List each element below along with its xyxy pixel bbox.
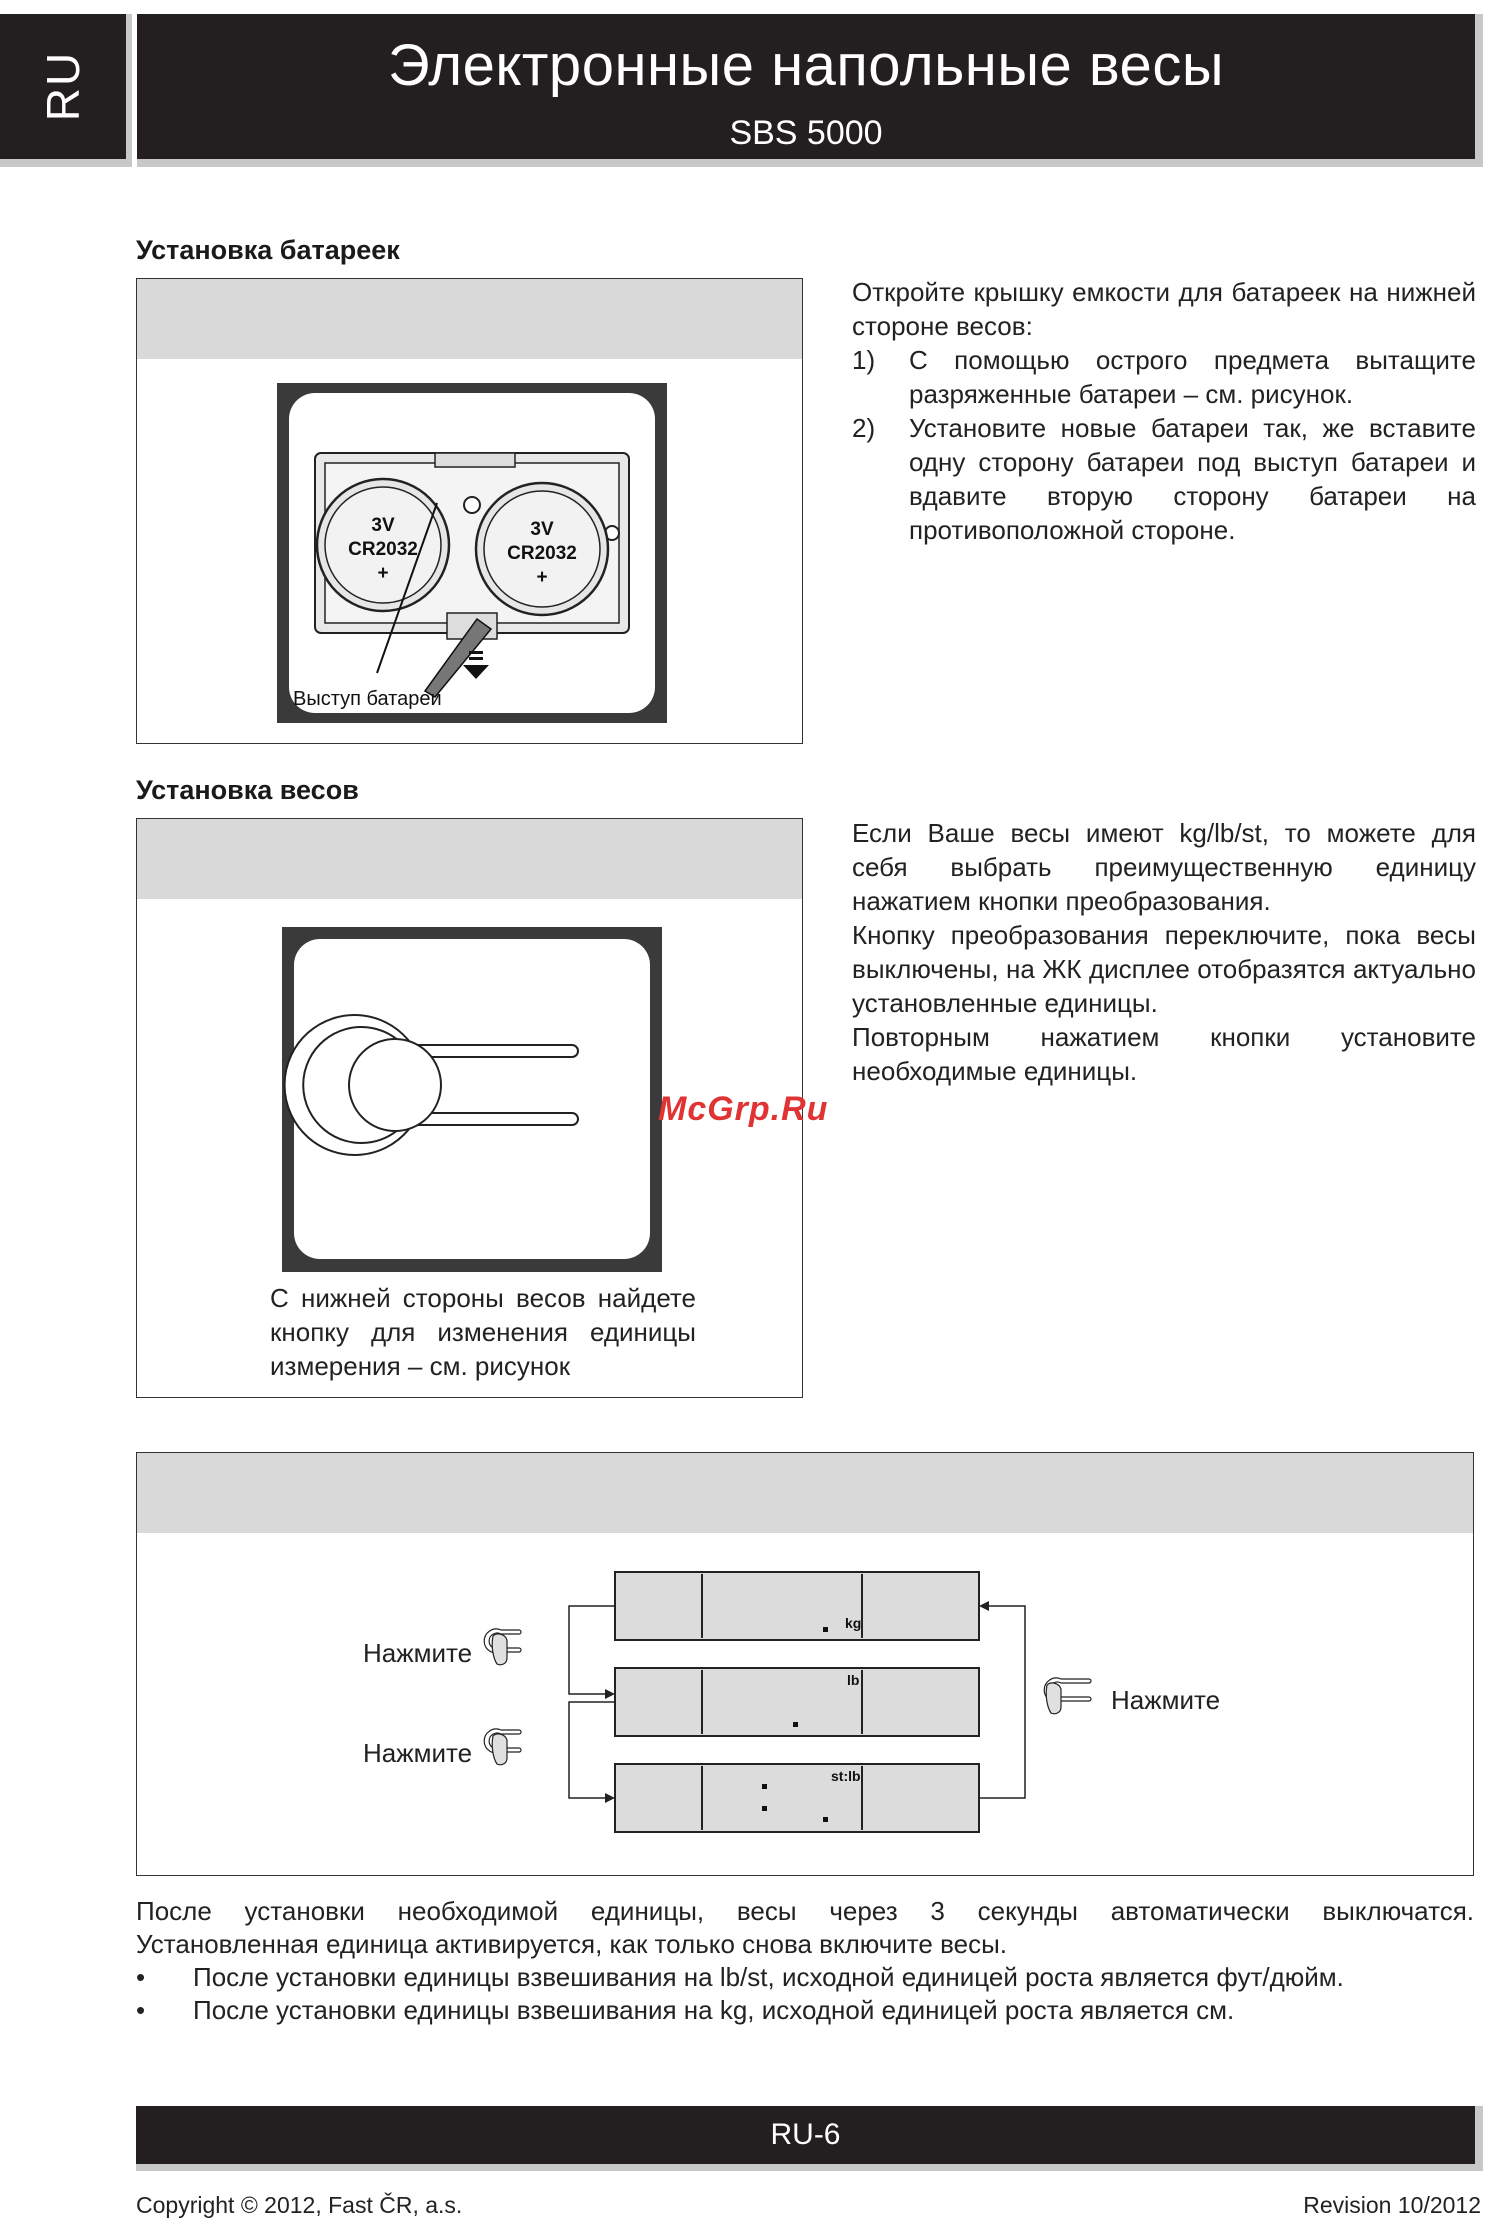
battery-left-type: CR2032 xyxy=(348,539,418,560)
battery-compartment-figure xyxy=(277,383,667,723)
scale-paragraph: Если Ваше весы имеют kg/lb/st, то можете для себя выбрать преимущественную единицу нажатием кнопки преобразования. xyxy=(852,818,1476,916)
press-button-icon xyxy=(1044,1678,1091,1714)
battery-step xyxy=(852,343,1476,411)
step-text: С помощью острого предмета вытащите разряженные батареи – см. рисунок. xyxy=(909,345,1476,409)
revision: Revision 10/2012 xyxy=(1303,2192,1481,2218)
display-unit-kg: kg xyxy=(845,1615,862,1631)
model-name: SBS 5000 xyxy=(729,114,883,152)
bullet-symbol: • xyxy=(136,1962,146,1992)
display-unit-stlb: st:lb xyxy=(831,1768,861,1784)
language-tab xyxy=(0,14,126,159)
step-number: 1) xyxy=(852,345,876,375)
battery-step xyxy=(852,411,1476,547)
press-button-icon xyxy=(484,1729,521,1765)
lcd-display-kg xyxy=(615,1572,979,1640)
bottom-notes xyxy=(136,1895,1474,2027)
watermark: McGrp.Ru xyxy=(658,1090,829,1128)
language-tab-shadow xyxy=(0,159,126,167)
step-text: Установите новые батареи так, же вставите одну сторону батареи под выступ батареи и вдавите вторую сторону батареи на противоположной стороне. xyxy=(909,413,1476,545)
title-bar-shadow xyxy=(137,159,1483,167)
language-code: RU xyxy=(37,50,89,122)
bullet-text: После установки единицы взвешивания на kg, исходной единицей роста является см. xyxy=(193,1995,1235,2025)
panel-band xyxy=(137,819,802,899)
scale-paragraph: Кнопку преобразования переключите, пока весы выключены, на ЖК дисплее отобразятся актуально установленные единицы. xyxy=(852,920,1476,1018)
bullet-text: После установки единицы взвешивания на lb/st, исходной единицей роста является фут/дюйм. xyxy=(193,1962,1344,1992)
press-button-icon xyxy=(484,1629,521,1665)
footer-bar xyxy=(136,2106,1475,2164)
lcd-display-stlb xyxy=(615,1764,979,1832)
page-number: RU-6 xyxy=(770,2118,841,2151)
battery-right-sign: + xyxy=(536,567,548,588)
unit-button-figure xyxy=(282,927,662,1272)
title-bar-shadow-right xyxy=(1475,14,1483,167)
battery-right-type: CR2032 xyxy=(507,543,577,564)
battery-intro: Откройте крышку емкости для батареек на нижней стороне весов: xyxy=(852,277,1476,341)
auto-off-note: После установки необходимой единицы, весы через 3 секунды автоматически выключатся. xyxy=(136,1896,1474,1926)
language-tab-shadow-right xyxy=(126,14,132,167)
battery-figure-panel xyxy=(136,278,803,744)
battery-tab-label: Выступ батареи xyxy=(293,688,442,710)
units-cycle-diagram xyxy=(137,1453,1473,1875)
footer-shadow-right xyxy=(1475,2106,1483,2171)
battery-section-heading: Установка батареек xyxy=(136,235,400,265)
battery-left-sign: + xyxy=(377,563,389,584)
step-number: 2) xyxy=(852,413,876,443)
panel-band xyxy=(137,279,802,359)
battery-left-voltage: 3V xyxy=(371,515,395,536)
page-title: Электронные напольные весы xyxy=(387,33,1225,98)
bullet-item xyxy=(136,1994,1474,2027)
scale-instructions xyxy=(852,816,1476,1088)
scale-section-heading: Установка весов xyxy=(136,775,359,805)
bullet-item xyxy=(136,1961,1474,1994)
press-label-left-2: Нажмите xyxy=(363,1738,473,1768)
footer-shadow xyxy=(136,2164,1483,2171)
lcd-display-lb xyxy=(615,1668,979,1736)
bullet-symbol: • xyxy=(136,1995,146,2025)
units-diagram-panel xyxy=(136,1452,1474,1876)
display-unit-lb: lb xyxy=(847,1672,860,1688)
press-label-right: Нажмите xyxy=(1111,1685,1221,1715)
scale-paragraph: Повторным нажатием кнопки установите необходимые единицы. xyxy=(852,1022,1476,1086)
activation-note: Установленная единица активируется, как только снова включите весы. xyxy=(136,1929,1007,1959)
battery-instructions xyxy=(852,275,1476,547)
copyright: Copyright © 2012, Fast ČR, a.s. xyxy=(136,2192,463,2218)
press-label-left-1: Нажмите xyxy=(363,1638,473,1668)
battery-right-voltage: 3V xyxy=(530,519,554,540)
button-caption: С нижней стороны весов найдете кнопку для изменения единицы измерения – см. рисунок xyxy=(270,1283,696,1381)
title-bar xyxy=(137,14,1475,159)
